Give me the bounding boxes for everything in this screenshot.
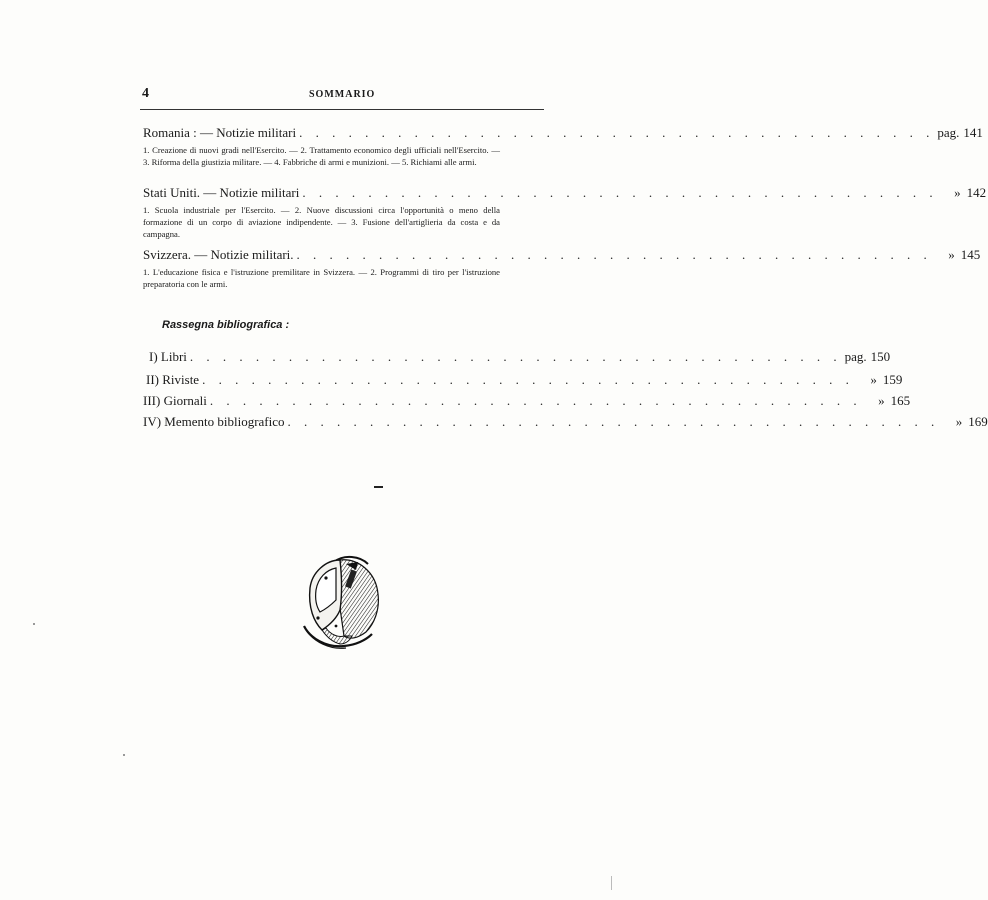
paper-edge-mark [611, 876, 612, 890]
page-number-ref: 141 [963, 125, 983, 140]
page-ref: pag. [844, 349, 867, 364]
helmet-illustration-icon [296, 548, 384, 652]
page-ref: » [878, 393, 885, 408]
biblio-entry [143, 414, 988, 430]
dot-leader: . . . . . . . . . . . . . . . . . . . . . . . . . . . . . . . . . . . . . . . [299, 125, 935, 140]
biblio-entry [143, 349, 891, 365]
page-ref: » [870, 372, 877, 387]
toc-entry-line [143, 125, 983, 141]
toc-entry-svizzera [143, 247, 981, 290]
toc-entry-romania [143, 125, 983, 168]
dot-leader: . . . . . . . . . . . . . . . . . . . . . . . . . . . . . . . . . . . . . . . . [287, 414, 940, 429]
biblio-label: I) Libri [149, 349, 187, 364]
page-number: 4 [142, 86, 149, 101]
page-ref: pag. [937, 125, 960, 140]
biblio-entry [143, 372, 903, 388]
dot-leader: . . . . . . . . . . . . . . . . . . . . . . . . . . . . . . . . . . . . . . . [302, 185, 938, 200]
toc-entry-description: 1. L'educazione fisica e l'istruzione premilitare in Svizzera. — 2. Programmi di tiro per l'istruzione preparatoria con le armi. [143, 267, 500, 289]
header-rule [140, 109, 544, 110]
toc-entry-description: 1. Creazione di nuovi gradi nell'Esercito. — 2. Trattamento economico degli ufficiali nell'Esercito. — 3. Riforma della giustizia militare. — 4. Fabbriche di armi e munizioni. — 5. Richiami alle armi. [143, 145, 500, 167]
toc-entry-title: Stati Uniti. — Notizie militari [143, 185, 300, 200]
toc-entry-line [143, 185, 987, 201]
toc-entry-description: 1. Scuola industriale per l'Esercito. — 2. Nuove discussioni circa l'opportunità o meno della formazione di un corpo di aviazione indipendente. — 3. Fusione dell'artiglieria da costa e da campagna. [143, 205, 500, 239]
dot-leader: . . . . . . . . . . . . . . . . . . . . . . . . . . . . . . . . . . . . . . . [296, 247, 932, 262]
section-title: Rassegna bibliografica : [162, 319, 290, 331]
biblio-entry [143, 393, 911, 409]
page-number-ref: 159 [882, 372, 903, 387]
toc-entry-stati-uniti [143, 185, 987, 240]
page-ref: » [948, 247, 955, 262]
toc-entry-line [143, 247, 981, 263]
page-number-ref: 169 [968, 414, 988, 429]
running-title: SOMMARIO [309, 89, 376, 100]
page-number-ref: 165 [890, 393, 911, 408]
page-ref: » [954, 185, 961, 200]
dot-leader: . . . . . . . . . . . . . . . . . . . . . . . . . . . . . . . . . . . . . . . . [202, 372, 854, 387]
paper-speck [33, 623, 35, 625]
biblio-label: III) Giornali [143, 393, 207, 408]
toc-entry-title: Svizzera. — Notizie militari. [143, 247, 294, 262]
page-number-ref: 142 [966, 185, 987, 200]
page-number-ref: 150 [870, 349, 891, 364]
paper-speck [123, 754, 125, 756]
page-ref: » [955, 414, 963, 429]
dot-leader: . . . . . . . . . . . . . . . . . . . . . . . . . . . . . . . . . . . . . . . . [209, 393, 862, 408]
biblio-label: IV) Memento bibliografico [143, 414, 285, 429]
page-number-ref: 145 [960, 247, 981, 262]
ornament-dash [374, 486, 383, 488]
biblio-label: II) Riviste [146, 372, 200, 387]
dot-leader: . . . . . . . . . . . . . . . . . . . . . . . . . . . . . . . . . . . . . . . . [189, 349, 842, 364]
toc-entry-title: Romania : — Notizie militari [143, 125, 297, 140]
